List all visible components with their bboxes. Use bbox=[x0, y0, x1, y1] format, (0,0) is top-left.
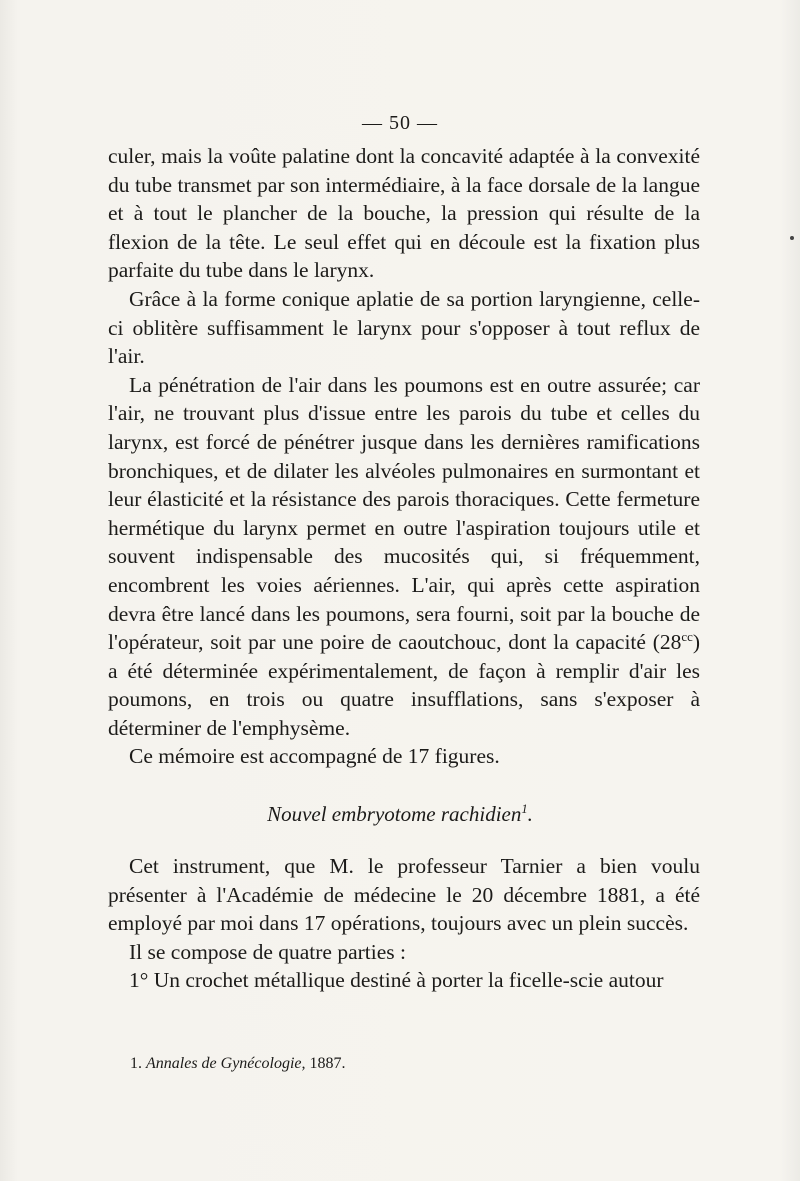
footnote-number: 1. bbox=[130, 1055, 142, 1072]
section-text bbox=[108, 852, 700, 995]
footnote bbox=[130, 1055, 690, 1073]
paragraph-text: La pénétration de l'air dans les poumons est en outre assurée; car l'air, ne trouvant plus d'issue entre les parois du tube et celles du larynx, est forcé de pénétrer jusque dans les dernières ramifications bronchiques, et de dilater les alvéoles pulmonaires en surmontant et leur élasticité et la résistance des parois thoraciques. Cette fermeture hermétique du larynx permet en outre l'aspiration toujours utile et souvent indispensable des mucosités qui, si fréquemment, encombrent les voies aériennes. L'air, qui après cette aspiration devra être lancé dans les poumons, sera fourni, soit par la bouche de l'opérateur, soit par une poire de caoutchouc, dont la capacité (28 bbox=[108, 372, 700, 655]
unit-superscript: cc bbox=[681, 629, 693, 644]
footnote-year: 1887. bbox=[309, 1055, 346, 1072]
margin-dot bbox=[790, 236, 794, 240]
paragraph-text: ) a été déterminée expérimentalement, de façon à remplir d'air les poumons, en trois ou quatre insufflations, sans s'exposer à déterminer de l'emphysème. bbox=[108, 630, 700, 740]
footnote-marker: 1 bbox=[521, 802, 528, 816]
paragraph: Cet instrument, que M. le professeur Tarnier a bien voulu présenter à l'Académie de médecine le 20 décembre 1881, a été employé par moi dans 17 opérations, toujours avec un plein succès. bbox=[108, 854, 700, 936]
footnote-source: Annales de Gynécologie, bbox=[146, 1055, 306, 1072]
paragraph: Grâce à la forme conique aplatie de sa portion laryngienne, celle-ci oblitère suffisamment le larynx pour s'opposer à tout reflux de l'air. bbox=[108, 286, 700, 369]
section-title-end: . bbox=[527, 802, 533, 826]
section-heading bbox=[0, 802, 800, 827]
paragraph: culer, mais la voûte palatine dont la concavité adaptée à la convexité du tube transmet par son intermédiaire, à la face dorsale de la langue et à tout le plancher de la bouche, la pression qui résulte de la flexion de la tête. Le seul effet qui en découle est la fixation plus parfaite du tube dans le larynx. bbox=[108, 144, 700, 283]
paragraph: Ce mémoire est accompagné de 17 figures. bbox=[129, 744, 500, 769]
section-title-text: Nouvel embryotome rachidien bbox=[267, 802, 522, 826]
paragraph: Il se compose de quatre parties : bbox=[129, 939, 407, 964]
paragraph bbox=[108, 371, 700, 743]
page-number: — 50 — bbox=[362, 112, 438, 134]
main-text bbox=[108, 142, 700, 771]
paragraph: 1° Un crochet métallique destiné à porter la ficelle-scie autour bbox=[129, 968, 664, 993]
